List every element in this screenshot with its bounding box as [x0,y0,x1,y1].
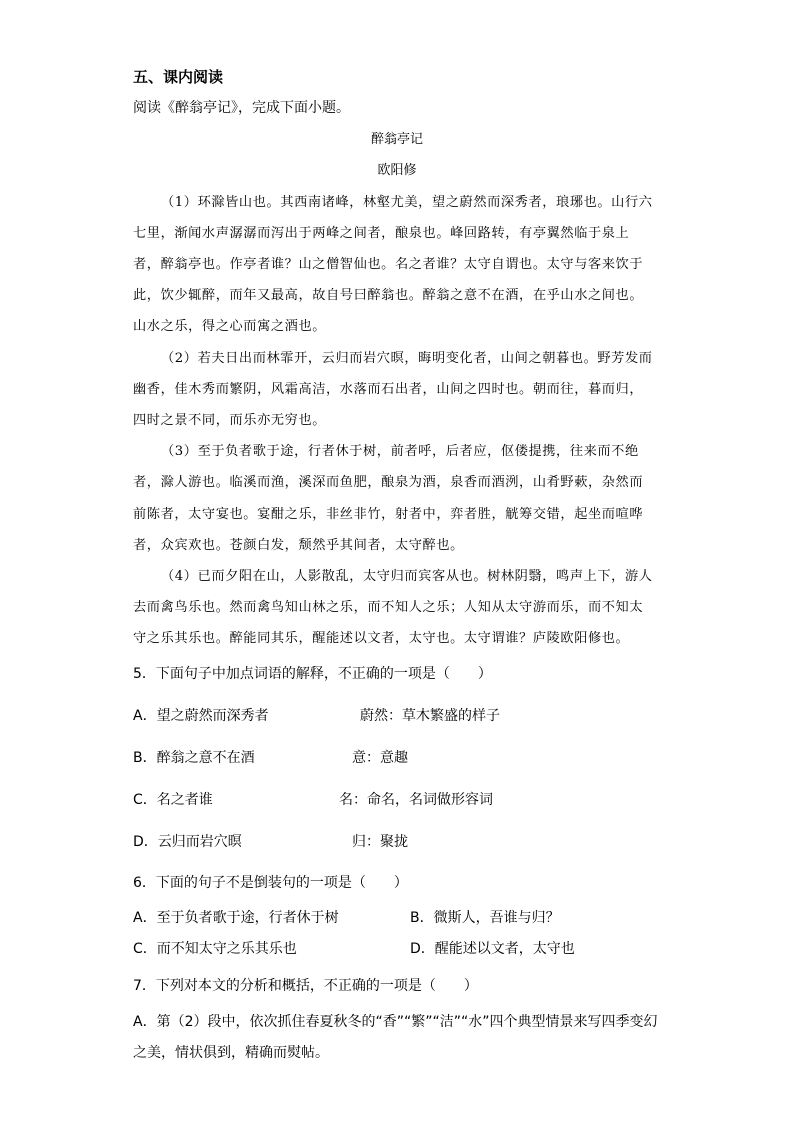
q5-option-d: D．云归而岩穴暝 [133,834,242,850]
passage-title: 醉翁亭记 [370,132,423,147]
q5-option-b-explanation: 意：意趣 [352,750,408,766]
q5-option-d-explanation: 归：聚拢 [352,834,408,850]
q6-option-a: A．至于负者歌于途，行者休于树 [133,910,339,926]
q6-option-d: D．醒能述以文者，太守也 [410,941,575,957]
q5-option-b: B．醉翁之意不在酒 [133,750,255,766]
passage-line: 者，醉翁亭也。作亭者谁？山之僧智仙也。名之者谁？太守自谓也。太守与客来饮于 [133,257,644,272]
passage-line: 山水之乐，得之心而寓之酒也。 [133,319,327,334]
q5-option-a: A．望之蔚然而深秀者 [133,708,269,724]
question-7-stem: 7．下列对本文的分析和概括，不正确的一项是（ ） [133,978,478,994]
passage-line: 者，众宾欢也。苍颜白发，颓然乎其间者，太守醉也。 [133,538,464,553]
q5-option-c-explanation: 名：命名，名词做形容词 [339,792,493,808]
passage-line: 去而禽鸟乐也。然而禽鸟知山林之乐，而不知人之乐；人知从太守游而乐，而不知太 [133,600,644,615]
question-6-stem: 6．下面的句子不是倒装句的一项是（ ） [133,875,408,891]
passage-line: （2）若夫日出而林霏开，云归而岩穴暝，晦明变化者，山间之朝暮也。野芳发而 [161,351,653,366]
passage-line: 者，滁人游也。临溪而渔，溪深而鱼肥，酿泉为酒，泉香而酒洌，山肴野蔌，杂然而 [133,475,644,490]
q6-option-c: C．而不知太守之乐其乐也 [133,941,297,957]
q5-option-c: C．名之者谁 [133,792,213,808]
passage-author: 欧阳修 [377,163,417,178]
passage-line: 四时之景不同，而乐亦无穷也。 [133,413,327,428]
passage-line: 此，饮少辄醉，而年又最高，故自号曰醉翁也。醉翁之意不在酒，在乎山水之间也。 [133,288,644,303]
passage-line: 前陈者，太守宴也。宴酣之乐，非丝非竹，射者中，弈者胜，觥筹交错，起坐而喧哗 [133,507,644,522]
passage-line: （1）环滁皆山也。其西南诸峰，林壑尤美，望之蔚然而深秀者，琅琊也。山行六 [161,195,653,210]
passage-line: （4）已而夕阳在山，人影散乱，太守归而宾客从也。树林阴翳，鸣声上下，游人 [161,569,653,584]
passage-line: 守之乐其乐也。醉能同其乐，醒能述以文者，太守也。太守谓谁？庐陵欧阳修也。 [133,631,630,646]
passage-line: （3）至于负者歌于途，行者休于树，前者呼，后者应，伛偻提携，往来而不绝 [161,444,639,459]
passage-line: 七里，渐闻水声潺潺而泻出于两峰之间者，酿泉也。峰回路转，有亭翼然临于泉上 [133,226,630,241]
q5-option-a-explanation: 蔚然：草木繁盛的样子 [360,708,500,724]
section-heading: 五、课内阅读 [133,68,224,86]
section-instruction: 阅读《醉翁亭记》，完成下面小题。 [133,100,350,116]
q6-option-b: B．微斯人，吾谁与归？ [410,910,560,926]
passage-line: 幽香，佳木秀而繁阴，风霜高洁，水落而石出者，山间之四时也。朝而往，暮而归， [133,382,644,397]
q7-option-a-line: A．第（2）段中，依次抓住春夏秋冬的“香”“繁”“洁”“水”四个典型情景来写四季变幻 [133,1014,658,1030]
question-5-stem: 5．下面句子中加点词语的解释，不正确的一项是（ ） [133,666,492,682]
q7-option-a-line: 之美，情状俱到，精确而熨帖。 [133,1045,329,1061]
